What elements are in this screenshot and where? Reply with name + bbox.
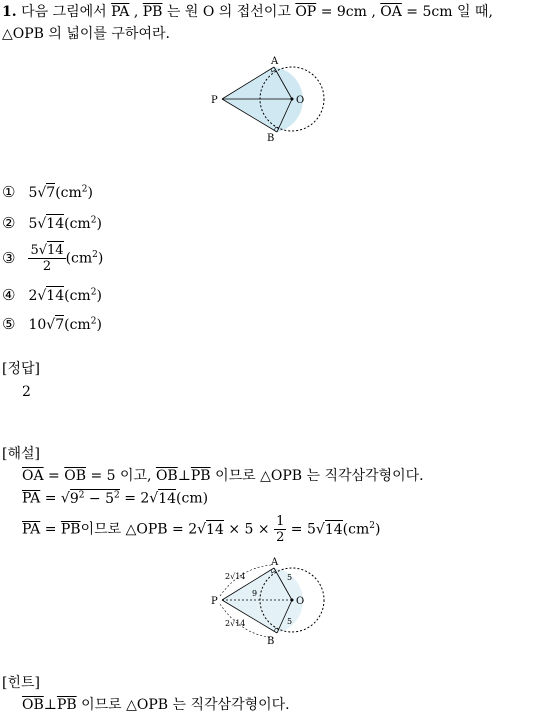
radicand: 14 <box>206 521 224 538</box>
option-unit: (cm <box>64 216 91 232</box>
label-b: B <box>267 636 275 646</box>
separator: , <box>133 4 139 20</box>
radicand: 14 <box>324 521 343 538</box>
option-radicand: 14 <box>46 216 65 232</box>
option-close: ) <box>96 288 102 304</box>
option-radicand: 7 <box>46 185 56 201</box>
label-pb-length: 2√14 <box>225 619 246 628</box>
op-length: = 9cm , <box>320 4 376 20</box>
option-number: ① <box>2 183 16 201</box>
unit: (cm) <box>176 490 209 507</box>
option-close: ) <box>97 250 104 267</box>
segment-op: $\overline{OP}$ <box>295 4 317 20</box>
explanation-text: 이므로 △OPB 는 직각삼각형이다. <box>215 468 424 484</box>
perpendicular-symbol: ⊥ <box>43 697 57 713</box>
option-unit: (cm <box>55 185 82 201</box>
explanation-header: [해설] <box>2 446 40 462</box>
label-b: B <box>267 133 275 144</box>
hint-line <box>22 694 290 714</box>
segment-ob: $\overline{OB}$ <box>155 468 178 484</box>
question-number: 1. <box>2 4 17 20</box>
option-number: ④ <box>2 286 16 304</box>
option-fraction: $\frac{5√14}{2}$ <box>30 243 64 274</box>
perpendicular-symbol: ⊥ <box>177 468 191 484</box>
figure-solution <box>205 556 330 646</box>
segment-pb: $\overline{PB}$ <box>60 521 81 538</box>
segment-pb: $\overline{PB}$ <box>56 697 77 713</box>
label-a: A <box>271 56 279 67</box>
figure-tangent-circle <box>205 55 330 145</box>
fraction-half <box>274 514 286 545</box>
segment-ob: $\overline{OB}$ <box>22 697 44 713</box>
option-number: ⑤ <box>2 315 16 333</box>
option-unit: (cm <box>65 250 93 267</box>
option-unit: (cm <box>64 317 91 333</box>
option-close: ) <box>96 216 102 232</box>
option-close: ) <box>87 185 93 201</box>
hint-header: [힌트] <box>2 675 40 691</box>
option-exp: 2 <box>90 215 97 226</box>
equals: = <box>48 468 60 484</box>
label-p: P <box>211 596 218 607</box>
option-2[interactable]: ② $5√14(cm^2)$ <box>2 214 102 232</box>
option-coef: 2 <box>28 288 38 304</box>
equals: = <box>44 521 57 538</box>
question-line-1 <box>2 2 493 22</box>
label-oa-length: 5 <box>287 573 293 582</box>
segment-pb: $\overline{PB}$ <box>190 468 211 484</box>
option-exp: 2 <box>90 316 97 327</box>
result-coef: = 2 <box>124 490 150 507</box>
explanation-line-2: $\overline{PA} = √9^2 - 5^2 = 2√14(cm)$ <box>22 490 209 507</box>
times-text: × 5 × <box>228 521 270 538</box>
label-pa-length: 2√14 <box>225 572 246 581</box>
exponent: 2 <box>114 490 120 500</box>
option-coef: 10 <box>28 317 47 333</box>
minus-term: − 5 <box>84 490 115 507</box>
option-3[interactable] <box>2 243 103 274</box>
option-number: ③ <box>2 248 16 267</box>
option-4[interactable]: ④ $2√14(cm^2)$ <box>2 286 102 304</box>
radicand-base: 9 <box>69 490 79 507</box>
unit-close: ) <box>374 521 381 538</box>
fraction-denominator: 2 <box>42 259 52 274</box>
equals: = <box>44 490 57 507</box>
fraction-denominator: 2 <box>276 530 285 545</box>
label-op-length: 9 <box>252 589 258 598</box>
option-radicand: 14 <box>46 288 65 304</box>
answer-value: 2 <box>22 384 31 400</box>
option-coef: 5 <box>28 216 38 232</box>
fraction-numerator: 1 <box>276 514 285 529</box>
label-p: P <box>211 95 218 106</box>
option-coef: 5 <box>28 185 38 201</box>
option-5[interactable]: ⑤ $10√7(cm^2)$ <box>2 315 102 333</box>
segment-ob: $\overline{OB}$ <box>64 468 86 484</box>
segment-pa: $\overline{PA}$ <box>22 490 41 507</box>
radicand: 14 <box>158 490 177 507</box>
question-text: 는 원 O 의 접선이고 <box>166 4 291 20</box>
segment-oa: $\overline{OA}$ <box>380 4 402 20</box>
option-exp: 2 <box>81 184 88 195</box>
label-o: O <box>296 596 305 607</box>
option-number: ② <box>2 214 16 232</box>
answer-header: [정답] <box>2 361 40 377</box>
segment-pb: $\overline{PB}$ <box>142 4 163 20</box>
option-exp: 2 <box>90 287 97 298</box>
explanation-text: 이므로 △OPB = 2 <box>80 521 198 538</box>
hint-text: 이므로 △OPB 는 직각삼각형이다. <box>81 697 290 713</box>
result-coef: = 5 <box>290 521 316 538</box>
option-close: ) <box>96 317 102 333</box>
segment-pa: $\overline{PA}$ <box>22 521 41 538</box>
label-a: A <box>271 557 279 568</box>
oa-length: = 5cm 일 때, <box>406 4 493 20</box>
question-text: 다음 그림에서 <box>21 4 107 20</box>
question-line-2: △OPB 의 넓이를 구하여라. <box>2 26 170 42</box>
label-o: O <box>296 95 305 106</box>
explanation-line-1 <box>22 465 424 485</box>
fraction-coef: 5 <box>30 243 39 258</box>
exponent: 2 <box>78 490 85 500</box>
option-exp: 2 <box>92 249 98 260</box>
exponent: 2 <box>369 520 375 531</box>
option-1[interactable]: ① $5√7(cm^2)$ <box>2 183 93 201</box>
segment-pa: $\overline{PA}$ <box>111 4 130 20</box>
fraction-radicand: 14 <box>47 243 64 258</box>
label-ob-length: 5 <box>287 617 293 626</box>
segment-oa: $\overline{OA}$ <box>22 468 44 484</box>
option-radicand: 7 <box>55 317 65 333</box>
option-unit: (cm <box>64 288 91 304</box>
explanation-text: = 5 이고, <box>90 468 152 484</box>
explanation-line-3: $\overline{PA} = \overline{PB}$이므로 △OPB = 2√14 × 5 × $\frac{1}{2}$ = $5√14(cm^2)$ <box>22 514 381 545</box>
unit: (cm <box>342 521 370 538</box>
